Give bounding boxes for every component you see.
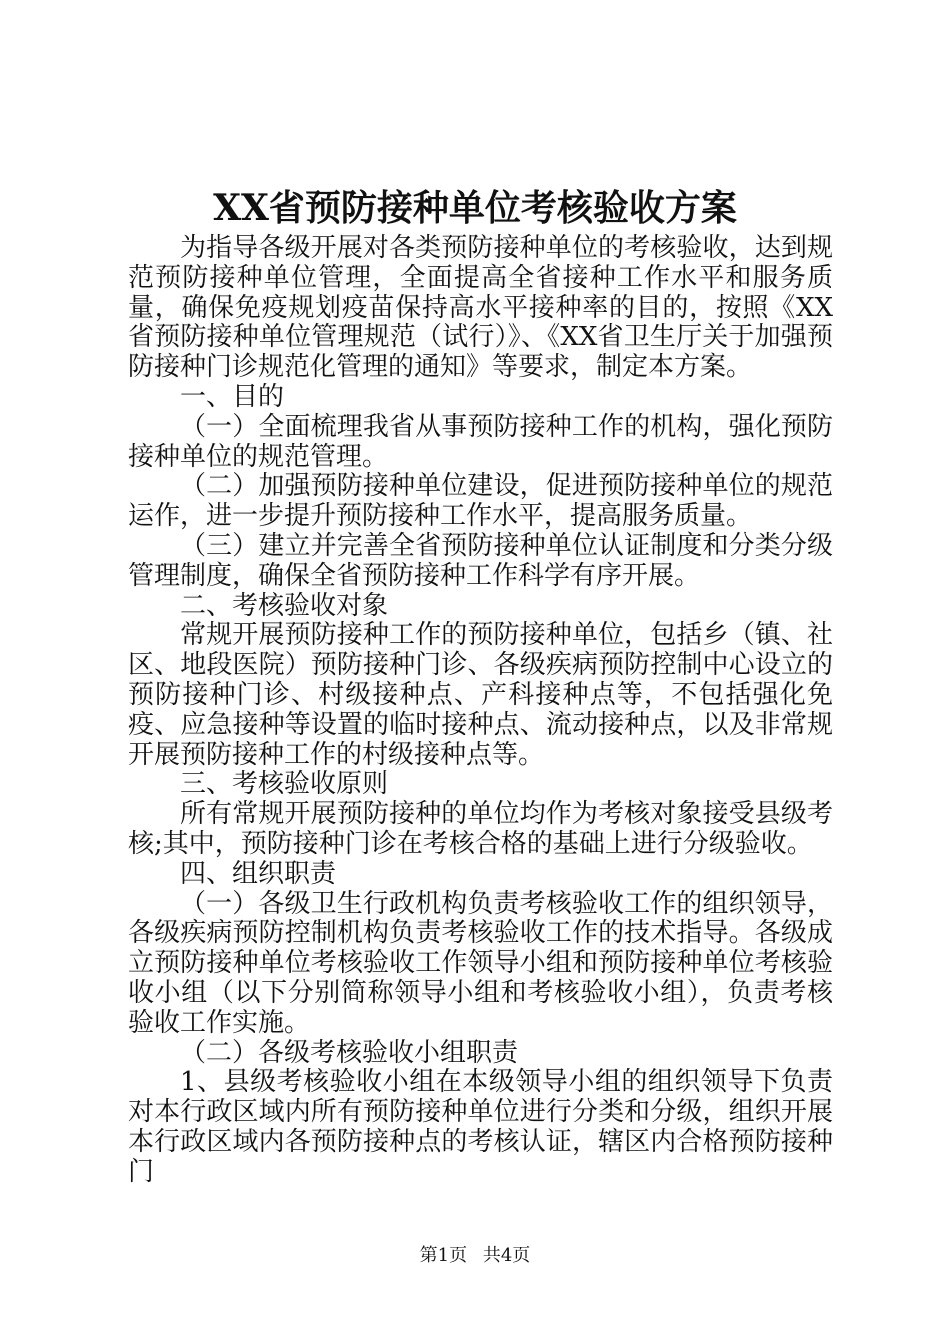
principles-paragraph: 所有常规开展预防接种的单位均作为考核对象接受县级考核;其中，预防接种门诊在考核合格的基础上进行分级验收。 xyxy=(128,799,833,859)
document-body xyxy=(128,234,833,1188)
section-heading-purpose: 一、目的 xyxy=(180,381,285,412)
intro-paragraph: 为指导各级开展对各类预防接种单位的考核验收，达到规范预防接种单位管理，全面提高全省接种工作水平和服务质量，确保免疫规划疫苗保持高水平接种率的目的，按照《XX省预防接种单位管理规范（试行）》、《XX省卫生厅关于加强预防接种门诊规范化管理的通知》等要求，制定本方案。 xyxy=(128,233,833,383)
duties-item-1: （一）各级卫生行政机构负责考核验收工作的组织领导，各级疾病预防控制机构负责考核验收工作的技术指导。各级成立预防接种单位考核验收工作领导小组和预防接种单位考核验收小组（以下分别简称领导小组和考核验收小组），负责考核验收工作实施。 xyxy=(128,888,833,1038)
purpose-item-1: （一）全面梳理我省从事预防接种工作的机构，强化预防接种单位的规范管理。 xyxy=(128,411,833,472)
duties-item-2-heading: （二）各级考核验收小组职责 xyxy=(180,1037,519,1068)
purpose-item-3: （三）建立并完善全省预防接种单位认证制度和分类分级管理制度，确保全省预防接种工作科学有序开展。 xyxy=(128,530,833,591)
duties-item-2-1: 1、县级考核验收小组在本级领导小组的组织领导下负责对本行政区域内所有预防接种单位进行分类和分级，组织开展本行政区域内各预防接种点的考核认证，辖区内合格预防接种门 xyxy=(128,1067,833,1187)
section-heading-targets: 二、考核验收对象 xyxy=(180,590,389,621)
targets-paragraph: 常规开展预防接种工作的预防接种单位，包括乡（镇、社区、地段医院）预防接种门诊、各级疾病预防控制中心设立的预防接种门诊、村级接种点、产科接种点等，不包括强化免疫、应急接种等设置的临时接种点、流动接种点，以及非常规开展预防接种工作的村级接种点等。 xyxy=(128,620,833,770)
page-number: 第1页 xyxy=(419,1245,468,1266)
purpose-item-2: （二）加强预防接种单位建设，促进预防接种单位的规范运作，进一步提升预防接种工作水平，提高服务质量。 xyxy=(128,471,833,532)
section-heading-duties: 四、组织职责 xyxy=(180,858,337,889)
document-title: XX省预防接种单位考核验收方案 xyxy=(213,187,737,229)
page-footer xyxy=(0,1244,950,1268)
section-heading-principles: 三、考核验收原则 xyxy=(180,769,389,800)
page-total: 共4页 xyxy=(482,1245,531,1266)
